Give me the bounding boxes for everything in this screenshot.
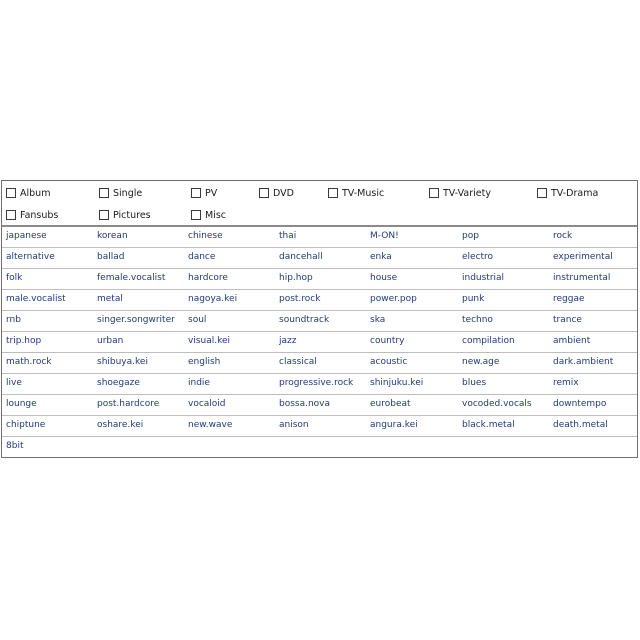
category-filter-area bbox=[2, 181, 637, 227]
tag-link[interactable]: rnb bbox=[6, 315, 21, 325]
pv-checkbox[interactable] bbox=[191, 188, 201, 198]
tag-link[interactable]: urban bbox=[97, 336, 124, 346]
filter-album[interactable] bbox=[6, 186, 50, 200]
filter-fansubs[interactable] bbox=[6, 208, 58, 222]
tag-link[interactable]: hardcore bbox=[188, 273, 228, 283]
pictures-checkbox[interactable] bbox=[99, 210, 109, 220]
tag-link[interactable]: indie bbox=[188, 378, 210, 388]
tag-link[interactable]: acoustic bbox=[370, 357, 408, 367]
album-checkbox[interactable] bbox=[6, 188, 16, 198]
tag-link[interactable]: hip.hop bbox=[279, 273, 313, 283]
tag-link[interactable]: thai bbox=[279, 231, 297, 241]
tag-link[interactable]: jazz bbox=[279, 336, 297, 346]
tag-link[interactable]: blues bbox=[462, 378, 487, 388]
tag-link[interactable]: shoegaze bbox=[97, 378, 140, 388]
tv-music-checkbox[interactable] bbox=[328, 188, 338, 198]
tag-link[interactable]: remix bbox=[553, 378, 579, 388]
tag-link[interactable]: trance bbox=[553, 315, 582, 325]
tag-link[interactable]: vocaloid bbox=[188, 399, 226, 409]
tag-link[interactable]: downtempo bbox=[553, 399, 607, 409]
tag-link[interactable]: experimental bbox=[553, 252, 613, 262]
tag-link[interactable]: new.wave bbox=[188, 420, 233, 430]
tag-row bbox=[2, 395, 637, 416]
tag-row bbox=[2, 290, 637, 311]
filter-tv-drama[interactable] bbox=[537, 186, 598, 200]
tag-link[interactable]: vocoded.vocals bbox=[462, 399, 532, 409]
misc-checkbox[interactable] bbox=[191, 210, 201, 220]
tag-link[interactable]: alternative bbox=[6, 252, 55, 262]
tag-row bbox=[2, 437, 637, 458]
filter-label: Fansubs bbox=[20, 209, 59, 221]
tag-link[interactable]: shibuya.kei bbox=[97, 357, 148, 367]
tag-link[interactable]: japanese bbox=[6, 231, 47, 241]
tv-drama-checkbox[interactable] bbox=[537, 188, 547, 198]
filter-label: TV-Music bbox=[342, 187, 385, 199]
filter-label: TV-Drama bbox=[551, 187, 599, 199]
tag-link[interactable]: lounge bbox=[6, 399, 37, 409]
tag-link[interactable]: male.vocalist bbox=[6, 294, 66, 304]
tag-link[interactable]: english bbox=[188, 357, 221, 367]
tag-link[interactable]: enka bbox=[370, 252, 392, 262]
tag-link[interactable]: power.pop bbox=[370, 294, 417, 304]
tag-link[interactable]: death.metal bbox=[553, 420, 608, 430]
tag-link[interactable]: house bbox=[370, 273, 398, 283]
tag-row bbox=[2, 374, 637, 395]
filter-label: DVD bbox=[273, 187, 294, 199]
tag-link[interactable]: progressive.rock bbox=[279, 378, 354, 388]
filter-label: TV-Variety bbox=[443, 187, 491, 199]
filter-label: PV bbox=[205, 187, 218, 199]
tag-link[interactable]: chinese bbox=[188, 231, 223, 241]
tag-link[interactable]: shinjuku.kei bbox=[370, 378, 424, 388]
tag-link[interactable]: folk bbox=[6, 273, 23, 283]
tag-link[interactable]: ballad bbox=[97, 252, 125, 262]
tag-link[interactable]: bossa.nova bbox=[279, 399, 331, 409]
filter-single[interactable] bbox=[99, 186, 142, 200]
tag-link[interactable]: 8bit bbox=[6, 441, 24, 451]
tag-link[interactable]: techno bbox=[462, 315, 493, 325]
fansubs-checkbox[interactable] bbox=[6, 210, 16, 220]
tag-link[interactable]: reggae bbox=[553, 294, 585, 304]
tag-row bbox=[2, 269, 637, 290]
tag-link[interactable]: korean bbox=[97, 231, 128, 241]
tag-row bbox=[2, 416, 637, 437]
filter-label: Pictures bbox=[113, 209, 151, 221]
tag-link[interactable]: electro bbox=[462, 252, 494, 262]
tag-link[interactable]: black.metal bbox=[462, 420, 515, 430]
tag-link[interactable]: metal bbox=[97, 294, 123, 304]
tag-link[interactable]: female.vocalist bbox=[97, 273, 166, 283]
tag-link[interactable]: visual.kei bbox=[188, 336, 231, 346]
tag-link[interactable]: live bbox=[6, 378, 22, 388]
tag-link[interactable]: punk bbox=[462, 294, 485, 304]
tag-row bbox=[2, 311, 637, 332]
tag-link[interactable]: compilation bbox=[462, 336, 515, 346]
tag-link[interactable]: rock bbox=[553, 231, 573, 241]
tag-row bbox=[2, 332, 637, 353]
filter-pictures[interactable] bbox=[99, 208, 151, 222]
tag-link[interactable]: singer.songwriter bbox=[97, 315, 175, 325]
tag-link[interactable]: dancehall bbox=[279, 252, 323, 262]
tag-link[interactable]: post.hardcore bbox=[97, 399, 160, 409]
tag-link[interactable]: pop bbox=[462, 231, 479, 241]
tag-link[interactable]: dark.ambient bbox=[553, 357, 614, 367]
tv-variety-checkbox[interactable] bbox=[429, 188, 439, 198]
tag-link[interactable]: industrial bbox=[462, 273, 505, 283]
tag-link[interactable]: classical bbox=[279, 357, 317, 367]
tag-link[interactable]: chiptune bbox=[6, 420, 46, 430]
tag-link[interactable]: new.age bbox=[462, 357, 500, 367]
single-checkbox[interactable] bbox=[99, 188, 109, 198]
tag-link[interactable]: country bbox=[370, 336, 405, 346]
filter-misc[interactable] bbox=[191, 208, 226, 222]
filter-tv-music[interactable] bbox=[328, 186, 384, 200]
filter-label: Album bbox=[20, 187, 51, 199]
tag-link[interactable]: ambient bbox=[553, 336, 591, 346]
tag-link[interactable]: instrumental bbox=[553, 273, 611, 283]
tag-link[interactable]: soul bbox=[188, 315, 207, 325]
tag-link[interactable]: M-ON! bbox=[370, 231, 399, 241]
category-tag-panel bbox=[1, 180, 638, 458]
tag-link[interactable]: anison bbox=[279, 420, 309, 430]
tag-row bbox=[2, 227, 637, 248]
tag-link[interactable]: nagoya.kei bbox=[188, 294, 238, 304]
filter-label: Misc bbox=[205, 209, 227, 221]
tag-link[interactable]: soundtrack bbox=[279, 315, 330, 325]
filter-dvd[interactable] bbox=[259, 186, 294, 200]
tag-link[interactable]: math.rock bbox=[6, 357, 52, 367]
filter-label: Single bbox=[113, 187, 143, 199]
tag-link[interactable]: eurobeat bbox=[370, 399, 411, 409]
tag-link[interactable]: post.rock bbox=[279, 294, 321, 304]
filter-pv[interactable] bbox=[191, 186, 217, 200]
tag-link[interactable]: oshare.kei bbox=[97, 420, 144, 430]
tag-row bbox=[2, 248, 637, 269]
tag-link[interactable]: ska bbox=[370, 315, 386, 325]
filter-tv-variety[interactable] bbox=[429, 186, 491, 200]
tag-link[interactable]: trip.hop bbox=[6, 336, 42, 346]
tag-link[interactable]: dance bbox=[188, 252, 216, 262]
tag-cloud bbox=[2, 227, 637, 458]
dvd-checkbox[interactable] bbox=[259, 188, 269, 198]
tag-link[interactable]: angura.kei bbox=[370, 420, 418, 430]
tag-row bbox=[2, 353, 637, 374]
